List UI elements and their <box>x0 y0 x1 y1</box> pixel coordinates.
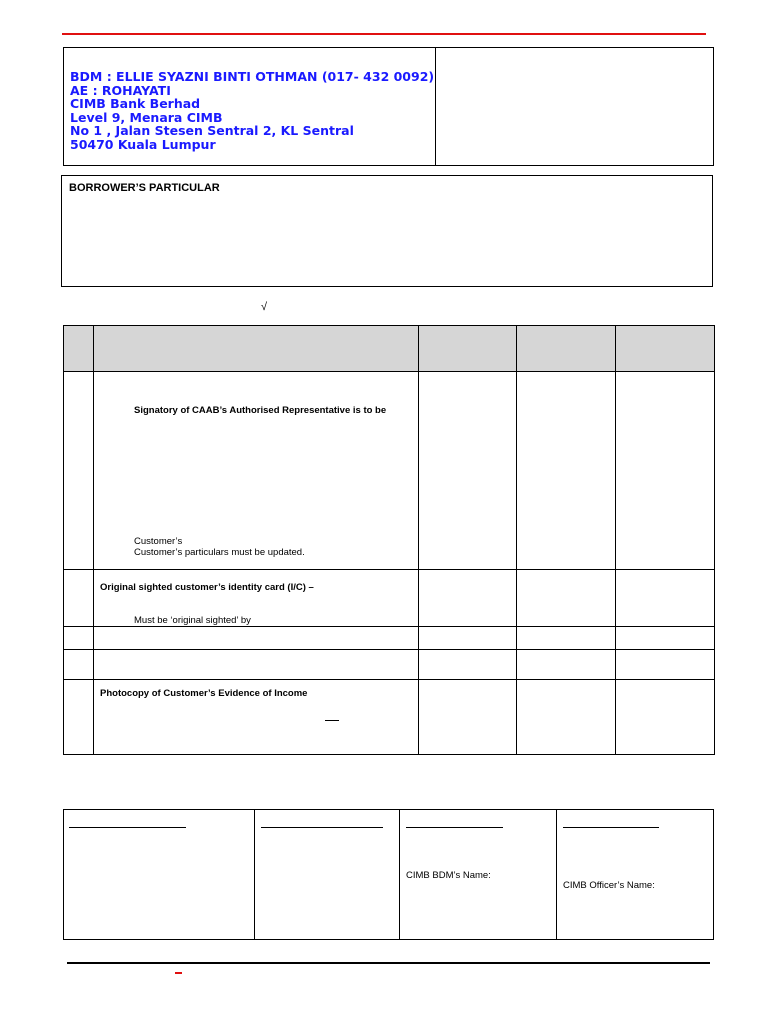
contact-line-bank: CIMB Bank Berhad <box>70 96 201 111</box>
contact-details <box>70 70 434 151</box>
table-row-divider-2 <box>63 626 715 627</box>
table-border-bottom <box>63 754 715 755</box>
contact-line-bdm: BDM : ELLIE SYAZNI BINTI OTHMAN (017- 432 0092) <box>70 69 435 84</box>
row1-customer-text: Customer’s <box>134 536 183 547</box>
signature-box <box>63 809 714 940</box>
table-col-divider-3 <box>516 325 517 755</box>
table-col-divider-4 <box>615 325 616 755</box>
officer-name-label: CIMB Officer’s Name: <box>563 880 655 891</box>
signature-divider-1 <box>254 809 255 940</box>
contact-line-city: 50470 Kuala Lumpur <box>70 136 216 152</box>
table-row-divider-3 <box>63 649 715 650</box>
signature-divider-2 <box>399 809 400 940</box>
borrower-particular-title: BORROWER’S PARTICULAR <box>69 182 220 194</box>
signature-divider-3 <box>556 809 557 940</box>
header-cell-no <box>63 325 93 371</box>
table-header-bottom <box>63 371 715 372</box>
header-cell-col5 <box>615 325 714 371</box>
contact-divider <box>435 47 436 166</box>
row2-identity-card-title: Original sighted customer’s identity card (I/C) – <box>100 582 314 593</box>
row1-particulars-note: Customer’s particulars must be updated. <box>134 547 305 558</box>
table-border-left <box>63 325 64 755</box>
table-col-divider-2 <box>418 325 419 755</box>
table-border-top <box>63 325 715 326</box>
footer-red-mark <box>175 972 182 974</box>
row5-short-underline <box>325 720 339 721</box>
header-cell-item <box>93 325 418 371</box>
bdm-name-label: CIMB BDM’s Name: <box>406 870 491 881</box>
table-border-right <box>714 325 715 755</box>
row1-signatory-text: Signatory of CAAB’s Authorised Representative is to be <box>134 405 387 416</box>
signature-line-2 <box>261 827 383 828</box>
header-cell-col3 <box>418 325 516 371</box>
header-cell-col4 <box>516 325 615 371</box>
signature-line-officer <box>563 827 659 828</box>
contact-line-ae: AE : ROHAYATI <box>70 82 171 98</box>
signature-line-bdm <box>406 827 503 828</box>
top-red-rule <box>62 33 706 35</box>
contact-line-street: No 1 , Jalan Stesen Sentral 2, KL Sentral <box>70 123 354 138</box>
checkmark-symbol: √ <box>261 301 268 313</box>
table-row-divider-1 <box>63 569 715 570</box>
table-col-divider-1 <box>93 325 94 755</box>
row2-original-sighted-note: Must be ‘original sighted’ by <box>134 615 251 626</box>
contact-line-level: Level 9, Menara CIMB <box>70 109 223 125</box>
signature-line-1 <box>69 827 186 828</box>
table-row-divider-4 <box>63 679 715 680</box>
footer-rule <box>67 962 710 964</box>
row5-evidence-income-title: Photocopy of Customer’s Evidence of Income <box>100 688 308 699</box>
